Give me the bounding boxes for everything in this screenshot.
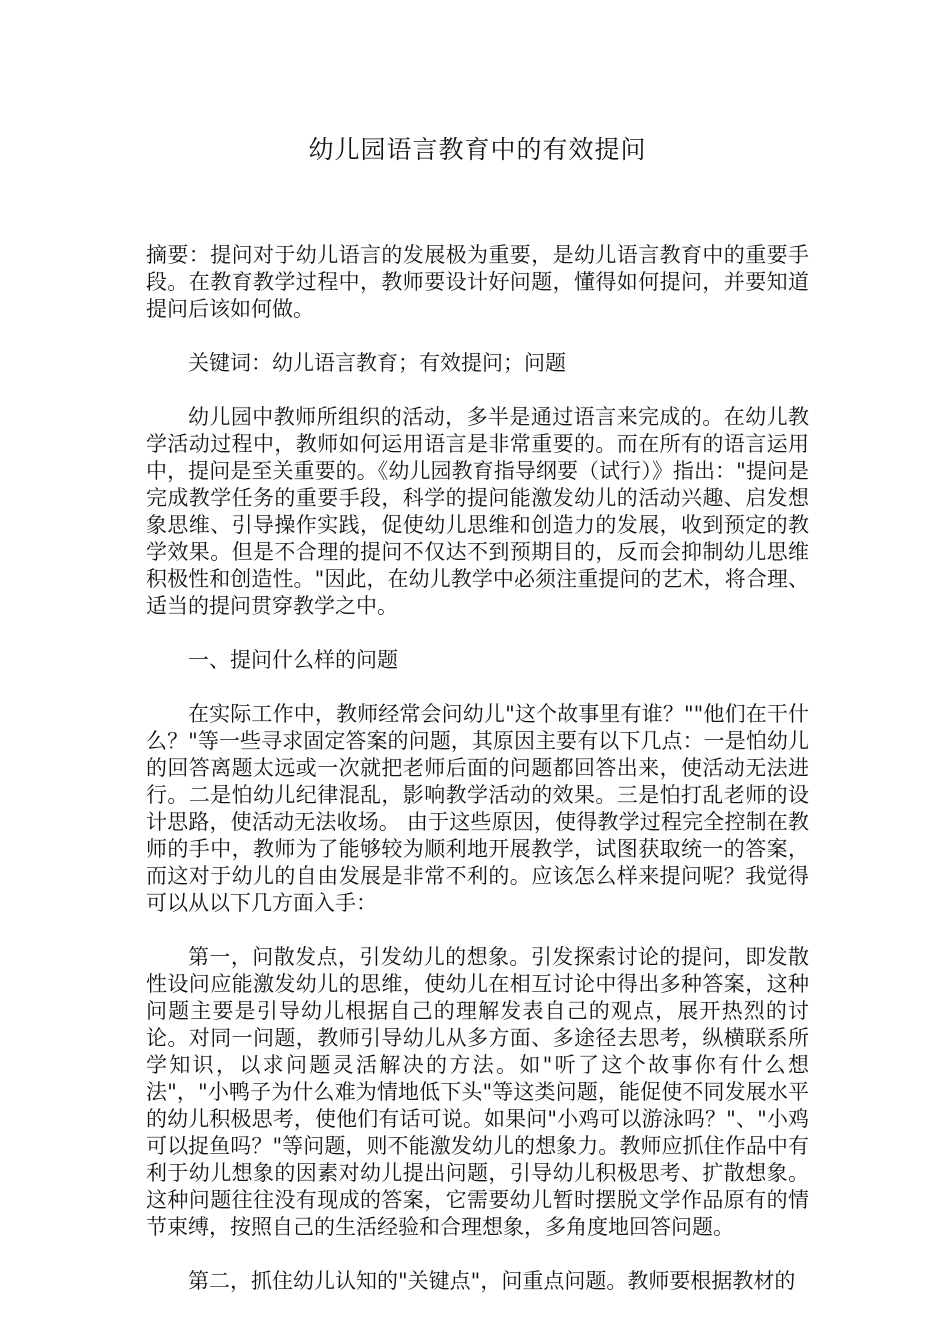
section-heading-1: 一、提问什么样的问题 [188, 648, 398, 672]
body-paragraph: 第二，抓住幼儿认知的"关键点"，问重点问题。教师要根据教材的 [188, 1269, 796, 1293]
keywords-paragraph: 关键词：幼儿语言教育；有效提问；问题 [188, 351, 566, 375]
abstract-paragraph: 摘要：提问对于幼儿语言的发展极为重要，是幼儿语言教育中的重要手段。在教育教学过程中，教师要设计好问题，懂得如何提问，并要知道提问后该如何做。 [146, 243, 809, 321]
intro-paragraph: 幼儿园中教师所组织的活动，多半是通过语言来完成的。在幼儿教学活动过程中，教师如何运用语言是非常重要的。而在所有的语言运用中，提问是至关重要的。《幼儿园教育指导纲要（试行）》指出："提问是完成教学任务的重要手段，科学的提问能激发幼儿的活动兴趣、启发想象思维、引导操作实践，促使幼儿思维和创造力的发展，收到预定的教学效果。但是不合理的提问不仅达不到预期目的，反而会抑制幼儿思维积极性和创造性。"因此，在幼儿教学中必须注重提问的艺术，将合理、适当的提问贯穿教学之中。 [146, 405, 809, 618]
body-paragraph: 在实际工作中，教师经常会问幼儿"这个故事里有谁？""他们在干什么？"等一些寻求固定答案的问题，其原因主要有以下几点：一是怕幼儿的回答离题太远或一次就把老师后面的问题都回答出来，使活动无法进行。二是怕幼儿纪律混乱，影响教学活动的效果。三是怕打乱老师的设计思路，使活动无法收场。 由于这些原因，使得教学过程完全控制在教师的手中，教师为了能够较为顺利地开展教学，试图获取统一的答案，而这对于幼儿的自由发展是非常不利的。应该怎么样来提问呢？我觉得可以从以下几方面入手： [146, 702, 809, 915]
document-title: 幼儿园语言教育中的有效提问 [308, 135, 647, 164]
body-paragraph: 第一，问散发点，引发幼儿的想象。引发探索讨论的提问，即发散性设问应能激发幼儿的思维，使幼儿在相互讨论中得出多种答案，这种问题主要是引导幼儿根据自己的理解发表自己的观点，展开热烈的讨论。对同一问题，教师引导幼儿从多方面、多途径去思考，纵横联系所学知识，以求问题灵活解决的方法。如"听了这个故事你有什么想法"，"小鸭子为什么难为情地低下头"等这类问题，能促使不同发展水平的幼儿积极思考，使他们有话可说。如果问"小鸡可以游泳吗？"、"小鸡可以捉鱼吗？"等问题，则不能激发幼儿的想象力。教师应抓住作品中有利于幼儿想象的因素对幼儿提出问题，引导幼儿积极思考、扩散想象。这种问题往往没有现成的答案，它需要幼儿暂时摆脱文学作品原有的情节束缚，按照自己的生活经验和合理想象，多角度地回答问题。 [146, 945, 809, 1239]
document-body [146, 242, 809, 1295]
